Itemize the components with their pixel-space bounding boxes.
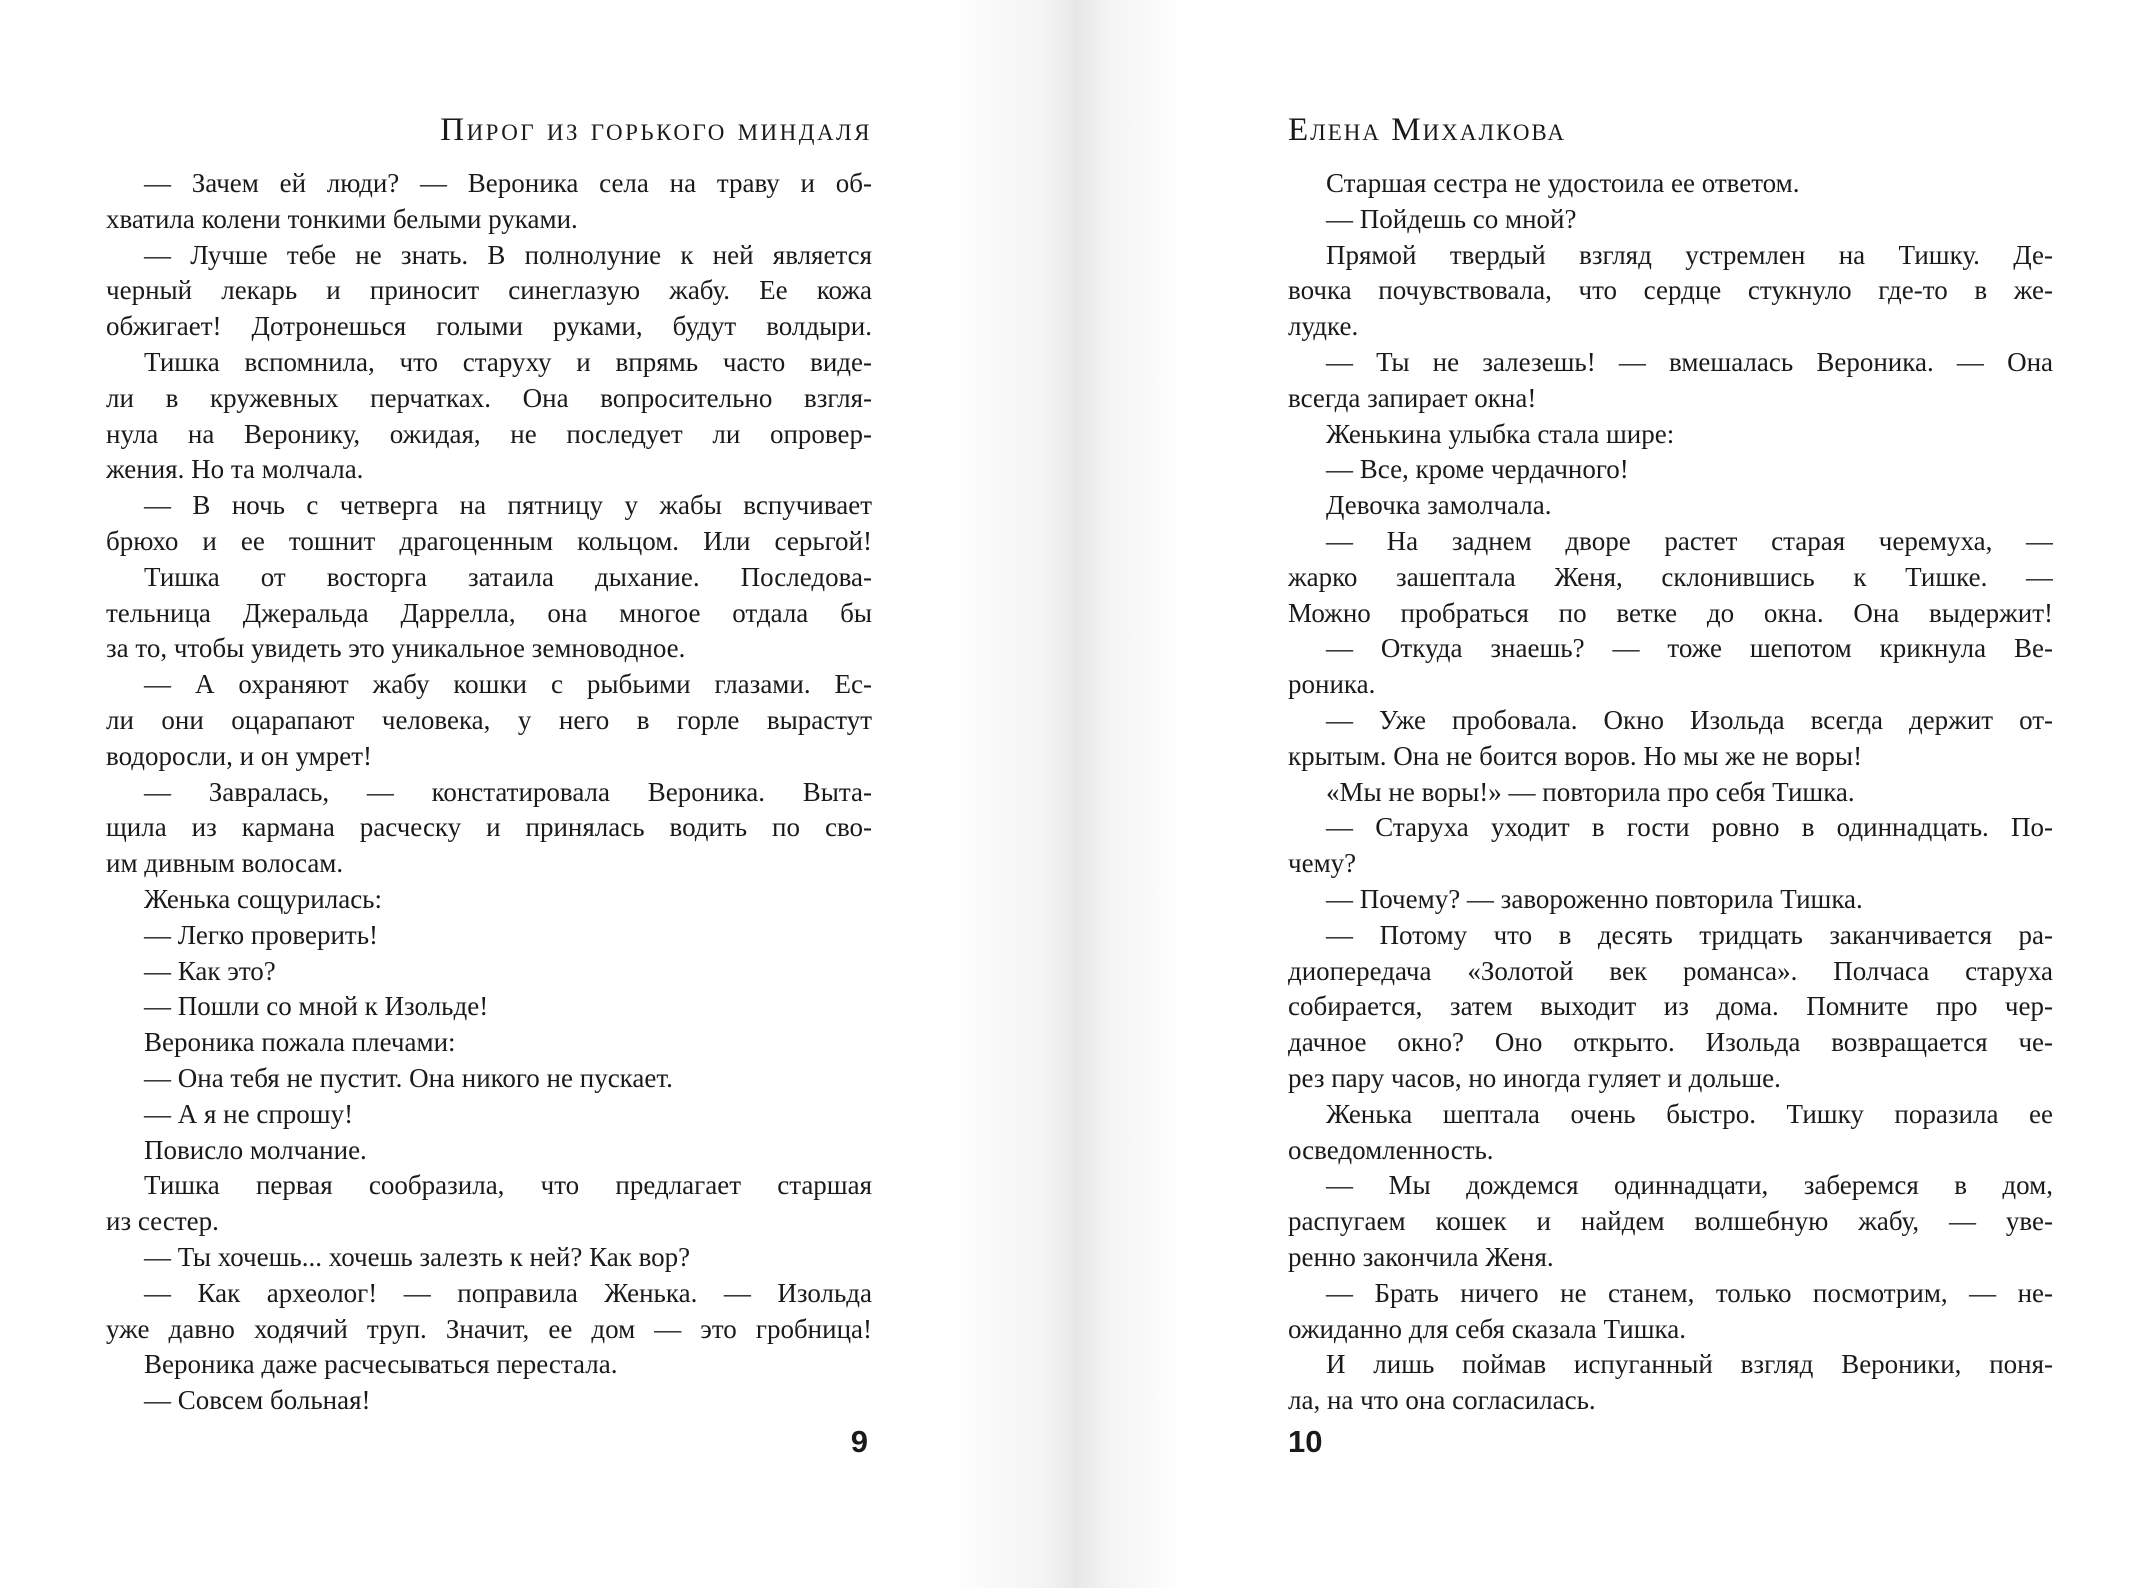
- text-line: ла, на что она согласилась.: [1288, 1385, 1596, 1416]
- text-line: жарко зашептала Женя, склонившись к Тишке. —: [1288, 561, 2053, 592]
- text-line: осведомленность.: [1288, 1134, 1494, 1165]
- text-line: — Откуда знаешь? — тоже шепотом крикнула Ве-: [1326, 633, 2053, 664]
- text-line: Тишка от восторга затаила дыхание. Последова-: [144, 561, 872, 592]
- text-line: диопередача «Золотой век романса». Полчаса старуха: [1288, 955, 2053, 986]
- text-line: обжигает! Дотронешься голыми руками, будут волдыри.: [106, 311, 872, 342]
- page-number: 10: [1288, 1424, 1323, 1459]
- page-number: 9: [850, 1424, 868, 1459]
- text-line: ожиданно для себя сказала Тишка.: [1288, 1313, 1686, 1344]
- text-line: — Пошли со мной к Изольде!: [144, 991, 489, 1022]
- text-line: Женькина улыбка стала шире:: [1326, 418, 1675, 449]
- text-line: нула на Веронику, ожидая, не последует ли опровер-: [106, 418, 872, 449]
- text-line: черный лекарь и приносит синеглазую жабу. Ее кожа: [106, 275, 872, 306]
- text-line: — Потому что в десять тридцать заканчивается ра-: [1326, 919, 2053, 950]
- text-line: Вероника даже расчесываться перестала.: [144, 1349, 618, 1380]
- text-line: Повисло молчание.: [144, 1134, 367, 1165]
- text-line: — Она тебя не пустит. Она никого не пускает.: [144, 1062, 673, 1093]
- text-line: — Почему? — завороженно повторила Тишка.: [1326, 883, 1863, 914]
- text-line: — Все, кроме чердачного!: [1326, 454, 1629, 485]
- text-line: распугаем кошек и найдем волшебную жабу, — уве-: [1288, 1206, 2053, 1237]
- text-line: ренно закончила Женя.: [1288, 1241, 1554, 1272]
- text-line: — А я не спрошу!: [144, 1098, 354, 1129]
- text-line: — Уже пробовала. Окно Изольда всегда держит от-: [1326, 704, 2053, 735]
- text-line: брюхо и ее тошнит драгоценным кольцом. Или серьгой!: [106, 525, 872, 556]
- text-line: — Как это?: [144, 955, 276, 986]
- text-line: собирается, затем выходит из дома. Помните про чер-: [1288, 991, 2053, 1022]
- text-line: роника.: [1288, 669, 1376, 700]
- text-line: Старшая сестра не удостоила ее ответом.: [1326, 168, 1800, 198]
- running-header-title: Пирог из горького миндаля: [440, 112, 872, 148]
- text-line: рез пару часов, но иногда гуляет и дольше.: [1288, 1062, 1781, 1093]
- text-line: «Мы не воры!» — повторила про себя Тишка.: [1326, 776, 1855, 807]
- right-page: [1074, 0, 2148, 1588]
- text-line: Женька шептала очень быстро. Тишку поразила ее: [1326, 1098, 2053, 1129]
- text-line: — Легко проверить!: [144, 919, 379, 950]
- text-line: — В ночь с четверга на пятницу у жабы вспучивает: [144, 490, 872, 521]
- text-line: — Ты хочешь... хочешь залезть к ней? Как вор?: [144, 1241, 691, 1272]
- text-line: Женька сощурилась:: [144, 883, 382, 914]
- text-line: уже давно ходячий труп. Значит, ее дом — это гробница!: [106, 1313, 872, 1344]
- text-line: — Старуха уходит в гости ровно в одиннадцать. По-: [1326, 812, 2053, 843]
- text-line: из сестер.: [106, 1206, 219, 1237]
- text-line: дачное окно? Оно открыто. Изольда возвращается че-: [1288, 1027, 2053, 1058]
- text-line: Тишка первая сообразила, что предлагает старшая: [144, 1170, 872, 1201]
- text-line: им дивным волосам.: [106, 848, 344, 879]
- text-line: — А охраняют жабу кошки с рыбьими глазами. Ес-: [144, 669, 872, 700]
- text-line: тельница Джеральда Даррелла, она многое отдала бы: [106, 597, 872, 628]
- text-line: — Пойдешь со мной?: [1326, 203, 1577, 234]
- text-line: крытым. Она не боится воров. Но мы же не воры!: [1288, 740, 1863, 771]
- text-line: И лишь поймав испуганный взгляд Вероники, поня-: [1326, 1349, 2053, 1380]
- text-line: — Брать ничего не станем, только посмотрим, — не-: [1326, 1277, 2053, 1308]
- text-line: ли в кружевных перчатках. Она вопросительно взгля-: [106, 382, 872, 413]
- text-line: — Завралась, — констатировала Вероника. Выта-: [144, 776, 872, 807]
- text-line: — Ты не залезешь! — вмешалась Вероника. — Она: [1326, 346, 2053, 377]
- text-line: Тишка вспомнила, что старуху и впрямь часто виде-: [144, 346, 872, 377]
- text-line: — Мы дождемся одиннадцати, заберемся в дом,: [1326, 1170, 2053, 1201]
- text-line: — На заднем дворе растет старая черемуха, —: [1326, 525, 2053, 556]
- text-line: Прямой твердый взгляд устремлен на Тишку. Де-: [1326, 239, 2053, 270]
- text-line: за то, чтобы увидеть это уникальное земноводное.: [106, 633, 686, 664]
- text-line: — Лучше тебе не знать. В полнолуние к ней является: [144, 239, 872, 270]
- text-line: щила из кармана расческу и принялась водить по сво-: [106, 812, 872, 843]
- text-line: — Как археолог! — поправила Женька. — Изольда: [144, 1277, 872, 1308]
- text-line: Вероника пожала плечами:: [144, 1027, 456, 1058]
- text-line: — Совсем больная!: [144, 1385, 371, 1416]
- text-line: Девочка замолчала.: [1326, 490, 1552, 521]
- text-line: ли они оцарапают человека, у него в горле вырастут: [106, 704, 872, 735]
- text-line: лудке.: [1288, 311, 1359, 342]
- text-line: жения. Но та молчала.: [106, 454, 364, 485]
- page-body-text: [1288, 166, 2053, 1419]
- text-line: хватила колени тонкими белыми руками.: [106, 203, 578, 234]
- text-line: чему?: [1288, 848, 1357, 879]
- running-header-author: Елена Михалкова: [1288, 112, 1566, 148]
- text-line: всегда запирает окна!: [1288, 382, 1537, 413]
- text-line: водоросли, и он умрет!: [106, 740, 373, 771]
- text-line: Можно пробраться по ветке до окна. Она выдержит!: [1288, 597, 2053, 628]
- text-line: вочка почувствовала, что сердце стукнуло где-то в же-: [1288, 275, 2053, 306]
- page-body-text: [106, 166, 872, 1419]
- text-line: — Зачем ей люди? — Вероника села на траву и об-: [144, 168, 872, 198]
